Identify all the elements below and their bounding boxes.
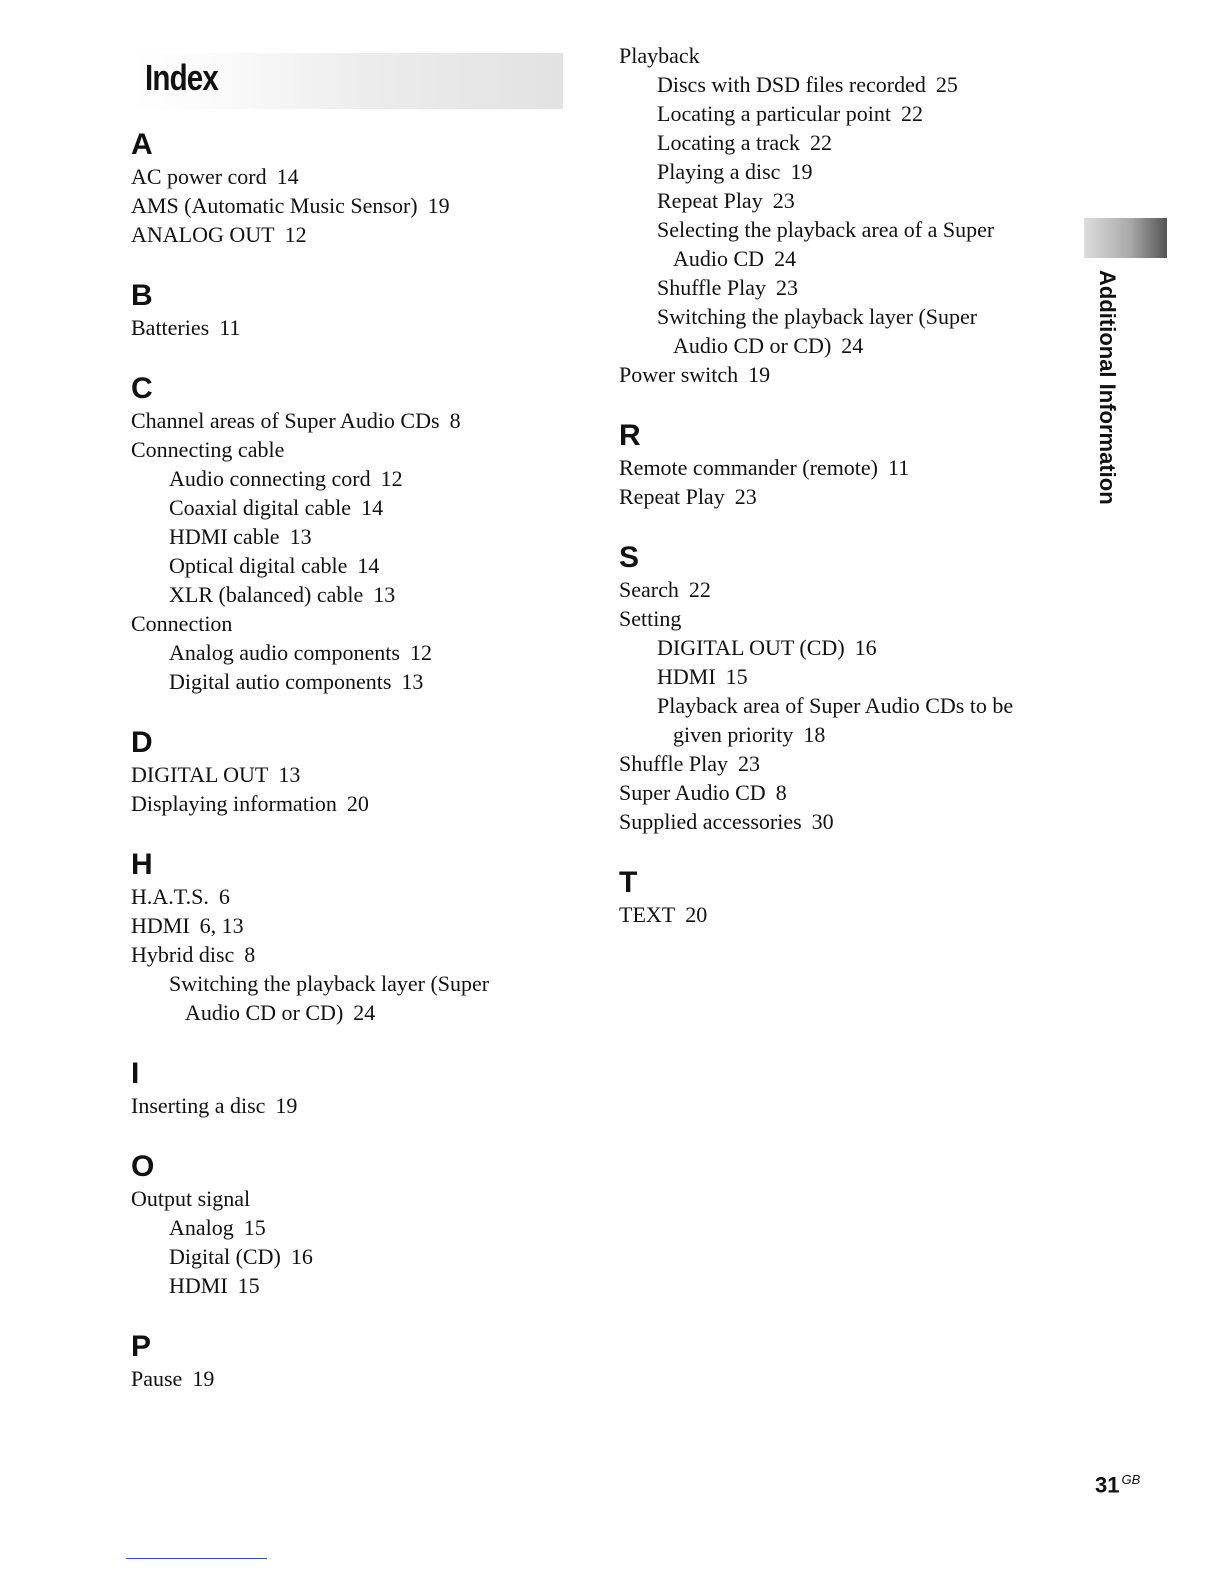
entry-term: HDMI bbox=[131, 913, 190, 938]
page-reference: 13 bbox=[289, 524, 312, 549]
section-letter: D bbox=[131, 726, 153, 759]
page-reference: 16 bbox=[290, 1244, 313, 1269]
section-letter: R bbox=[619, 419, 641, 452]
index-entry bbox=[619, 360, 1079, 389]
page-number bbox=[1095, 1472, 1140, 1498]
section-letter: B bbox=[131, 279, 153, 312]
index-subentry bbox=[619, 662, 1079, 691]
entry-term: Optical digital cable bbox=[169, 553, 348, 578]
entry-term: Super Audio CD bbox=[619, 780, 766, 805]
page-reference: 19 bbox=[427, 193, 450, 218]
entry-term: DIGITAL OUT bbox=[131, 762, 269, 787]
index-entry bbox=[131, 313, 581, 342]
index-subentry bbox=[619, 633, 1079, 662]
page-reference: 24 bbox=[353, 1000, 376, 1025]
index-subentry bbox=[131, 580, 581, 609]
entry-term: Pause bbox=[131, 1366, 183, 1391]
entry-term: Batteries bbox=[131, 315, 210, 340]
section-letter: P bbox=[131, 1330, 152, 1363]
entry-term: Output signal bbox=[131, 1186, 251, 1211]
index-section bbox=[131, 126, 581, 249]
entry-term: HDMI bbox=[169, 1273, 228, 1298]
index-subentry bbox=[131, 969, 581, 1027]
page-title: Index bbox=[145, 57, 219, 98]
section-letter: A bbox=[131, 128, 153, 161]
entry-term: Switching the playback layer (Super bbox=[657, 304, 978, 329]
index-entry bbox=[131, 609, 581, 638]
page-reference: 19 bbox=[748, 362, 771, 387]
footer-rule bbox=[126, 1558, 267, 1559]
page-reference: 23 bbox=[734, 484, 757, 509]
entry-term-continuation bbox=[657, 331, 1079, 360]
section-letter: O bbox=[131, 1150, 155, 1183]
index-subentry bbox=[131, 551, 581, 580]
entry-term: HDMI bbox=[657, 664, 716, 689]
index-subentry bbox=[619, 70, 1079, 99]
entry-term-cont-text: Audio CD or CD) bbox=[673, 333, 832, 358]
index-entry bbox=[131, 911, 581, 940]
section-letter: C bbox=[131, 372, 153, 405]
index-entry bbox=[131, 162, 581, 191]
entry-term: Inserting a disc bbox=[131, 1093, 266, 1118]
page-reference: 11 bbox=[219, 315, 241, 340]
entry-term: Displaying information bbox=[131, 791, 337, 816]
entry-term: Coaxial digital cable bbox=[169, 495, 352, 520]
page-reference: 12 bbox=[380, 466, 403, 491]
index-entry bbox=[619, 482, 1079, 511]
entry-term: Analog audio components bbox=[169, 640, 400, 665]
page-reference: 24 bbox=[841, 333, 864, 358]
entry-term: XLR (balanced) cable bbox=[169, 582, 364, 607]
index-subentry bbox=[619, 186, 1079, 215]
page-reference: 23 bbox=[737, 751, 760, 776]
page-reference: 8 bbox=[775, 780, 787, 805]
index-entry bbox=[619, 453, 1079, 482]
entry-term: Shuffle Play bbox=[657, 275, 766, 300]
entry-term: Audio connecting cord bbox=[169, 466, 371, 491]
page-reference: 14 bbox=[357, 553, 380, 578]
index-subentry bbox=[619, 302, 1079, 360]
index-entry bbox=[131, 760, 581, 789]
index-section bbox=[619, 417, 1079, 511]
entry-term: ANALOG OUT bbox=[131, 222, 275, 247]
index-subentry bbox=[619, 99, 1079, 128]
index-entry bbox=[619, 778, 1079, 807]
index-subentry bbox=[131, 464, 581, 493]
index-section bbox=[131, 1328, 581, 1393]
entry-term: Setting bbox=[619, 606, 682, 631]
section-letter: I bbox=[131, 1057, 140, 1090]
entry-term-continuation bbox=[657, 720, 1079, 749]
page-reference: 8 bbox=[244, 942, 256, 967]
entry-term-cont-text: Audio CD bbox=[673, 246, 765, 271]
index-section bbox=[131, 724, 581, 818]
index-section bbox=[131, 370, 581, 696]
index-entry bbox=[619, 575, 1079, 604]
page-reference: 14 bbox=[276, 164, 299, 189]
entry-term: Power switch bbox=[619, 362, 739, 387]
entry-term: Channel areas of Super Audio CDs bbox=[131, 408, 440, 433]
page-number-value: 31 bbox=[1095, 1472, 1120, 1498]
page-reference: 19 bbox=[275, 1093, 298, 1118]
page-reference: 13 bbox=[278, 762, 301, 787]
entry-term: Remote commander (remote) bbox=[619, 455, 879, 480]
index-section bbox=[131, 846, 581, 1027]
index-entry bbox=[131, 1184, 581, 1213]
page-reference: 15 bbox=[237, 1273, 260, 1298]
entry-term: Playback area of Super Audio CDs to be bbox=[657, 693, 1014, 718]
page-reference: 23 bbox=[772, 188, 795, 213]
page-reference: 19 bbox=[790, 159, 813, 184]
page-reference: 13 bbox=[401, 669, 424, 694]
entry-term: TEXT bbox=[619, 902, 676, 927]
index-entry bbox=[131, 406, 581, 435]
entry-term: Digital autio components bbox=[169, 669, 392, 694]
entry-term: Switching the playback layer (Super bbox=[169, 971, 490, 996]
entry-term: Playback bbox=[619, 43, 700, 68]
section-letter: H bbox=[131, 848, 153, 881]
side-tab-marker bbox=[1084, 218, 1167, 258]
page-reference: 11 bbox=[888, 455, 910, 480]
section-letter: S bbox=[619, 541, 640, 574]
page-reference: 15 bbox=[243, 1215, 266, 1240]
index-entry bbox=[619, 900, 1079, 929]
page-reference: 25 bbox=[935, 72, 958, 97]
page-reference: 12 bbox=[284, 222, 307, 247]
index-subentry bbox=[131, 1242, 581, 1271]
entry-term-cont-text: Audio CD or CD) bbox=[185, 1000, 344, 1025]
index-subentry bbox=[619, 128, 1079, 157]
section-letter: T bbox=[619, 866, 638, 899]
page-reference: 20 bbox=[685, 902, 708, 927]
entry-term: Connecting cable bbox=[131, 437, 285, 462]
index-entry bbox=[131, 191, 581, 220]
page-reference: 13 bbox=[373, 582, 396, 607]
entry-term: Playing a disc bbox=[657, 159, 781, 184]
entry-term-continuation bbox=[169, 998, 581, 1027]
entry-term: Locating a particular point bbox=[657, 101, 891, 126]
index-subentry bbox=[131, 1213, 581, 1242]
index-section bbox=[619, 539, 1079, 836]
entry-term: Repeat Play bbox=[657, 188, 763, 213]
side-tab-label: Additional Information bbox=[1095, 270, 1120, 505]
page-reference: 8 bbox=[449, 408, 461, 433]
index-subentry bbox=[619, 215, 1079, 273]
entry-term: HDMI cable bbox=[169, 524, 280, 549]
index-entry bbox=[131, 1091, 581, 1120]
entry-term: Analog bbox=[169, 1215, 234, 1240]
page-reference: 19 bbox=[192, 1366, 215, 1391]
index-section bbox=[131, 1148, 581, 1300]
index-entry bbox=[619, 604, 1079, 633]
entry-term: Hybrid disc bbox=[131, 942, 235, 967]
index-subentry bbox=[131, 493, 581, 522]
index-subentry bbox=[131, 522, 581, 551]
page-reference: 6 bbox=[218, 884, 230, 909]
entry-term: Supplied accessories bbox=[619, 809, 802, 834]
page-reference: 30 bbox=[811, 809, 834, 834]
index-entry bbox=[131, 220, 581, 249]
page-reference: 23 bbox=[775, 275, 798, 300]
entry-term: Shuffle Play bbox=[619, 751, 728, 776]
index-section bbox=[131, 277, 581, 342]
entry-term: Digital (CD) bbox=[169, 1244, 281, 1269]
page-reference: 22 bbox=[900, 101, 923, 126]
page-reference: 22 bbox=[809, 130, 832, 155]
page-reference: 22 bbox=[688, 577, 711, 602]
page-reference: 12 bbox=[409, 640, 432, 665]
page-reference: 18 bbox=[803, 722, 826, 747]
index-entry bbox=[131, 789, 581, 818]
index-title-band bbox=[131, 53, 563, 109]
page-number-suffix: GB bbox=[1121, 1472, 1141, 1487]
entry-term-cont-text: given priority bbox=[673, 722, 794, 747]
entry-term: Discs with DSD files recorded bbox=[657, 72, 926, 97]
index-column-left bbox=[131, 126, 581, 1421]
index-subentry bbox=[131, 667, 581, 696]
entry-term: Search bbox=[619, 577, 679, 602]
index-entry bbox=[131, 1364, 581, 1393]
index-entry bbox=[619, 807, 1079, 836]
entry-term: H.A.T.S. bbox=[131, 884, 209, 909]
page-reference: 16 bbox=[854, 635, 877, 660]
page-reference: 6, 13 bbox=[199, 913, 244, 938]
page-reference: 15 bbox=[725, 664, 748, 689]
index-entry bbox=[619, 749, 1079, 778]
index-entry bbox=[131, 435, 581, 464]
index-subentry bbox=[131, 638, 581, 667]
index-entry bbox=[619, 41, 1079, 70]
index-subentry bbox=[619, 273, 1079, 302]
index-subentry bbox=[619, 157, 1079, 186]
index-column-right bbox=[619, 41, 1079, 957]
index-section bbox=[619, 41, 1079, 389]
entry-term-continuation bbox=[657, 244, 1079, 273]
index-subentry bbox=[131, 1271, 581, 1300]
entry-term: DIGITAL OUT (CD) bbox=[657, 635, 845, 660]
index-entry bbox=[131, 940, 581, 969]
index-entry bbox=[131, 882, 581, 911]
entry-term: Repeat Play bbox=[619, 484, 725, 509]
entry-term: Selecting the playback area of a Super bbox=[657, 217, 995, 242]
index-subentry bbox=[619, 691, 1079, 749]
entry-term: AC power cord bbox=[131, 164, 267, 189]
entry-term: Locating a track bbox=[657, 130, 800, 155]
entry-term: Connection bbox=[131, 611, 233, 636]
page-reference: 14 bbox=[361, 495, 384, 520]
index-section bbox=[131, 1055, 581, 1120]
page-reference: 24 bbox=[774, 246, 797, 271]
page-reference: 20 bbox=[346, 791, 369, 816]
index-section bbox=[619, 864, 1079, 929]
entry-term: AMS (Automatic Music Sensor) bbox=[131, 193, 418, 218]
